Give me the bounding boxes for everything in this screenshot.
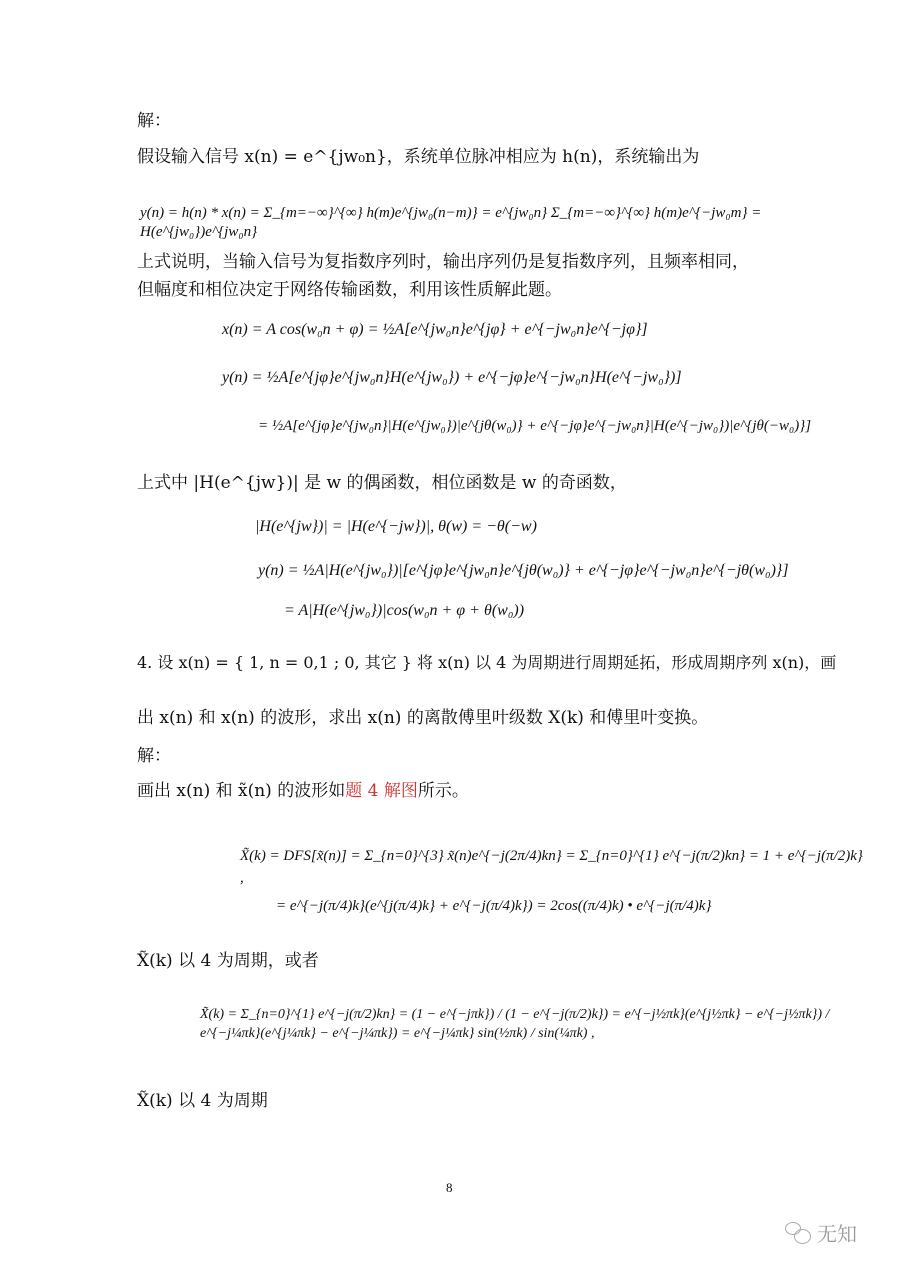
question-4-cont: 出 x(n) 和 x(n) 的波形，求出 x(n) 的离散傅里叶级数 X(k) 和傅里叶变换。 [137, 708, 709, 728]
paragraph: X̃(k) 以 4 为周期，或者 [137, 951, 319, 971]
paragraph: 假设输入信号 x(n) = e^{jw₀n}，系统单位脉冲相应为 h(n)，系统输出为 [137, 147, 700, 167]
equation: = e^{−j(π/4)k}(e^{j(π/4)k} + e^{−j(π/4)k}) = 2cos((π/4)k) • e^{−j(π/4)k} [276, 898, 712, 914]
text: 所示。 [417, 781, 469, 801]
paragraph: 上式说明，当输入信号为复指数序列时，输出序列仍是复指数序列，且频率相同， [137, 252, 749, 272]
equation: X̃(k) = DFS[x̃(n)] = Σ_{n=0}^{3} x̃(n)e^{−j(2π/4)kn} = Σ_{n=0}^{1} e^{−j(π/2)kn} = 1 + e^{−j(π/2)k} , [240, 848, 863, 886]
wechat-icon [785, 1222, 811, 1244]
paragraph: 上式中 |H(e^{jw})| 是 w 的偶函数，相位函数是 w 的奇函数， [137, 473, 627, 493]
question-4: 4. 设 x(n) = { 1, n = 0,1 ; 0, 其它 } 将 x(n) 以 4 为周期进行周期延拓，形成周期序列 x(n)，画 [137, 653, 837, 672]
equation: = ½A[e^{jφ}e^{jw₀n}|H(e^{jw₀})|e^{jθ(w₀)} + e^{−jφ}e^{−jw₀n}|H(e^{−jw₀})|e^{jθ(−w₀)}] [258, 418, 812, 434]
page-number: 8 [446, 1180, 453, 1195]
paragraph: X̃(k) 以 4 为周期 [137, 1091, 268, 1111]
paragraph [137, 780, 870, 802]
equation: y(n) = ½A[e^{jφ}e^{jw₀n}H(e^{jw₀}) + e^{−jφ}e^{−jw₀n}H(e^{−jw₀})] [222, 369, 682, 386]
figure-link[interactable]: 题 4 解图 [345, 781, 418, 801]
watermark [785, 1218, 857, 1247]
equation: = A|H(e^{jw₀})|cos(w₀n + φ + θ(w₀)) [284, 602, 525, 619]
equation: y(n) = h(n) * x(n) = Σ_{m=−∞}^{∞} h(m)e^{jw₀(n−m)} = e^{jw₀n} Σ_{m=−∞}^{∞} h(m)e^{−jw₀m} = H(e^{jw₀})e^{jw₀n} [140, 205, 762, 240]
equation: x(n) = A cos(w₀n + φ) = ½A[e^{jw₀n}e^{jφ} + e^{−jw₀n}e^{−jφ}] [222, 321, 648, 338]
text: 画出 x(n) 和 x̃(n) 的波形如 [137, 781, 346, 801]
solution-label: 解： [137, 746, 171, 766]
paragraph: 但幅度和相位决定于网络传输函数，利用该性质解此题。 [137, 280, 562, 300]
watermark-text: 无知 [817, 1222, 857, 1246]
equation: |H(e^{jw})| = |H(e^{−jw})|, θ(w) = −θ(−w) [255, 518, 537, 535]
equation: y(n) = ½A|H(e^{jw₀})|[e^{jφ}e^{jw₀n}e^{jθ(w₀)} + e^{−jφ}e^{−jw₀n}e^{−jθ(w₀)}] [258, 562, 789, 579]
solution-label: 解： [137, 111, 171, 131]
equation: X̃(k) = Σ_{n=0}^{1} e^{−j(π/2)kn} = (1 − e^{−jπk}) / (1 − e^{−j(π/2)k}) = e^{−j½πk}(e^{j½πk} − e^{−j½πk}) / e^{−j¼πk}(e^{j¼πk} − e^{−j¼πk}) = e^{−j¼πk} sin(½πk) / sin(¼πk) , [200, 1007, 830, 1041]
